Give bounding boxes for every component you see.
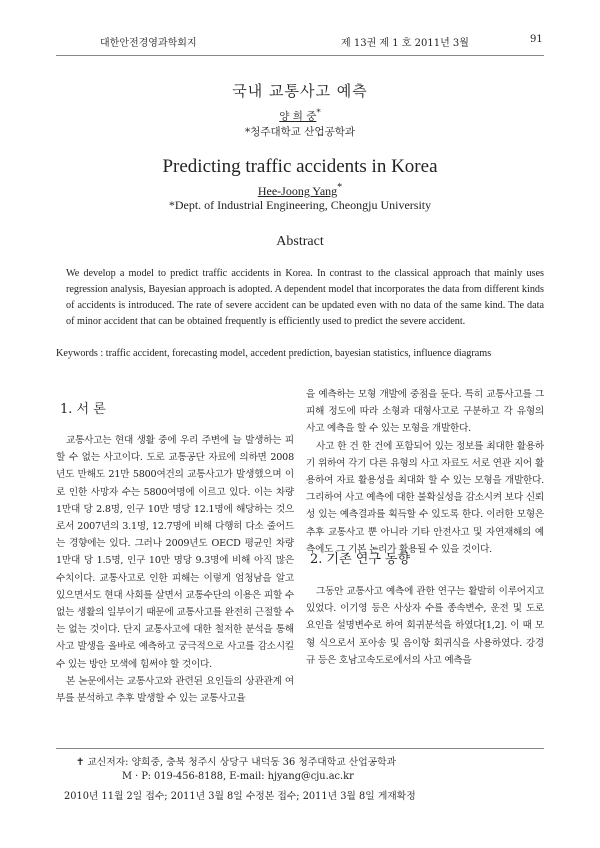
paragraph: 그동안 교통사고 예측에 관한 연구는 활발히 이루어지고 있었다. 이기영 등은 사상자 수를 종속변수, 운전 및 도로 요인을 설명변수로 하여 회귀분석을 하였다[1,2]. 이 때 모형 식으로서 포아송 및 음이항 회귀식을 사용하였다. 강경규 등은 호남고속도로에서의 사고 예측을 [306,586,544,666]
keywords: Keywords : traffic accident, forecasting model, accedent prediction, bayesian statistics, influence diagrams [56,348,492,359]
author-english-name: Hee-Joong Yang [257,184,338,198]
footnote-corresponding: ✝ 교신저자: 양희중, 충북 청주시 상당구 내덕동 36 청주대학교 산업공학과 [76,757,397,768]
author-english-mark: * [337,182,343,193]
right-column-top [306,386,544,558]
affiliation-korean: *청주대학교 산업공학과 [244,126,356,138]
author-korean-name: 양 희 중 [279,110,317,123]
page-number: 91 [530,34,543,45]
abstract-text: We develop a model to predict traffic accidents in Korea. In contrast to the classical approach that mainly uses regression analysis, Bayesian approach is adopted. A dependent model that incorporates the data from different kinds of accidents is introduced. The rate of severe accident can be updated even with no data of the same kind. The data of minor accident that can be obtained frequently is efficiently used to predict the severe accident. [66,268,544,327]
section-2-title: 2. 기존 연구 동향 [310,552,411,567]
left-column [56,432,294,707]
paragraph: 을 예측하는 모형 개발에 중점을 둔다. 특히 교통사고를 그 피해 정도에 따라 소형과 대형사고로 구분하고 각 유형의 사고 예측을 할 수 있는 모형을 개발한다. [306,389,544,435]
footnote-contact: M · P: 019-456-8188, E-mail: hjyang@cju.ac.kr [122,771,354,782]
author-korean-mark: * [316,108,321,118]
journal-name: 대한안전경영과학회지 [100,38,197,49]
author-korean [56,108,544,124]
paragraph: 교통사고는 현대 생활 중에 우리 주변에 늘 발생하는 피할 수 없는 사고이다. 도로 교통공단 자료에 의하면 2008년도 만해도 21만 5800여건의 교통사고가 발생했으며 이로 인한 사망자 수는 5800여명에 이르고 있다. 이는 차량 1만대 당 2.8명, 인구 10만 명당 12.1명에 해당하는 것으로서 2007년의 3.1명, 12.7명에 비해 다행히 다소 줄어드는 경향에는 있다. 그러나 2009년도 OECD 평균인 차량 1만대 당 1.5명, 인구 10만 명당 9.3명에 비해 아직 많은 수치이다. 교통사고로 인한 피해는 이렇게 엄청남을 알고 있으면서도 현대 사회를 살면서 교통수단의 이용은 피할 수 없는 생활의 일부이기 때문에 교통사고를 완전히 근절할 수는 없는 것이다. 단지 교통사고에 대한 철저한 분석을 통해 사고 발생을 올바로 예측하고 궁극적으로 사고를 감소시킬 수 있는 방안 모색에 힘써야 할 것이다. [56,435,294,670]
footnote-rule [56,748,544,749]
abstract-body [56,266,544,330]
section-1-title: 1. 서 론 [60,402,106,417]
header-rule [56,55,544,56]
running-header [0,34,600,48]
paragraph: 사고 한 건 한 건에 포함되어 있는 정보를 최대한 활용하기 위하여 각기 다른 유형의 사고 자료도 서로 연관 지어 활용하여 자료 활용성을 최대화 할 수 있는 모형을 개발한다. 그리하여 사고 예측에 대한 불확실성을 감소시켜 보다 신뢰성 있는 예측결과를 획득할 수 있도록 한다. 이러한 모형은 추후 교통사고 뿐 아니라 기타 안전사고 및 자연재해의 예측에도 그 기본 논리가 활용될 수 있을 것이다. [306,440,544,555]
issue-info: 제 13권 제 1 호 2011년 3월 [341,38,469,49]
right-column-bottom [306,583,544,669]
author-english [56,182,544,199]
affiliation-english: *Dept. of Industrial Engineering, Cheongju University [168,198,432,212]
abstract-heading: Abstract [276,234,324,249]
title-korean: 국내 교통사고 예측 [232,82,368,100]
footnote-dates: 2010년 11월 2일 접수; 2011년 3월 8일 수정본 접수; 2011년 3월 8일 게재확정 [64,791,416,802]
paragraph: 본 논문에서는 교통사고와 관련된 요인들의 상관관계 여부를 분석하고 추후 발생할 수 있는 교통사고율 [56,675,294,705]
title-english: Predicting traffic accidents in Korea [162,156,438,177]
